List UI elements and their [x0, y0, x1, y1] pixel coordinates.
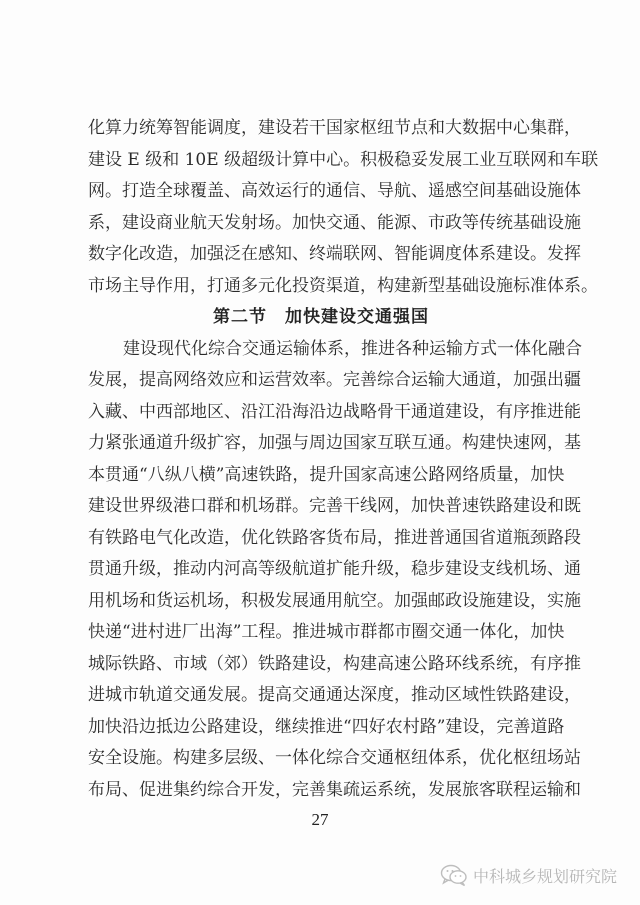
section-heading: 第二节 加快建设交通强国 — [213, 307, 429, 327]
text-line: 网。打造全球覆盖、高效运行的通信、导航、遥感空间基础设施体 — [88, 181, 581, 201]
page-number: 27 — [311, 810, 329, 829]
watermark-text: 中科城乡规划研究院 — [473, 866, 618, 886]
text-line: 布局、促进集约综合开发，完善集疏运系统，发展旅客联程运输和 — [88, 779, 581, 800]
wechat-chat-bubbles-icon — [440, 863, 468, 887]
text-line: 进城市轨道交通发展。提高交通通达深度，推动区域性铁路建设， — [88, 685, 581, 705]
watermark — [440, 862, 617, 888]
text-line: 快递“进村进厂出海”工程。推进城市群都市圈交通一体化，加快 — [88, 622, 565, 642]
text-line: 城际铁路、市域（郊）铁路建设，构建高速公路环线系统，有序推 — [88, 653, 581, 674]
text-line: 贯通升级，推动内河高等级航道扩能升级，稳步建设支线机场、通 — [88, 559, 581, 579]
text-line: 化算力统筹智能调度，建设若干国家枢纽节点和大数据中心集群， — [88, 118, 581, 138]
text-line: 入藏、中西部地区、沿江沿海沿边战略骨干通道建设，有序推进能 — [88, 401, 581, 422]
text-line: 建设现代化综合交通运输体系，推进各种运输方式一体化融合 — [123, 338, 582, 359]
text-line: 建设 E 级和 10E 级超级计算中心。积极稳妥发展工业互联网和车联 — [88, 149, 599, 170]
text-line: 发展，提高网络效应和运营效率。完善综合运输大通道，加强出疆 — [88, 370, 581, 390]
text-line: 有铁路电气化改造，优化铁路客货布局，推进普通国省道瓶颈路段 — [88, 527, 581, 548]
body-text — [88, 113, 599, 806]
text-line: 力紧张通道升级扩容，加强与周边国家互联互通。构建快速网，基 — [88, 433, 581, 453]
text-line: 安全设施。构建多层级、一体化综合交通枢纽体系，优化枢纽场站 — [88, 748, 581, 768]
text-line: 本贯通“八纵八横”高速铁路，提升国家高速公路网络质量，加快 — [88, 464, 565, 485]
paragraph-1 — [88, 113, 599, 302]
text-line: 系，建设商业航天发射场。加快交通、能源、市政等传统基础设施 — [88, 212, 581, 233]
text-line: 用机场和货运机场，积极发展通用航空。加强邮政设施建设，实施 — [88, 590, 581, 611]
text-line: 市场主导作用，打通多元化投资渠道，构建新型基础设施标准体系。 — [88, 275, 598, 296]
text-line: 建设世界级港口群和机场群。完善干线网，加快普速铁路建设和既 — [88, 496, 581, 516]
text-line: 加快沿边抵边公路建设，继续推进“四好农村路”建设，完善道路 — [88, 716, 565, 737]
paragraph-2 — [88, 334, 582, 807]
text-line: 数字化改造，加强泛在感知、终端联网、智能调度体系建设。发挥 — [88, 244, 581, 264]
